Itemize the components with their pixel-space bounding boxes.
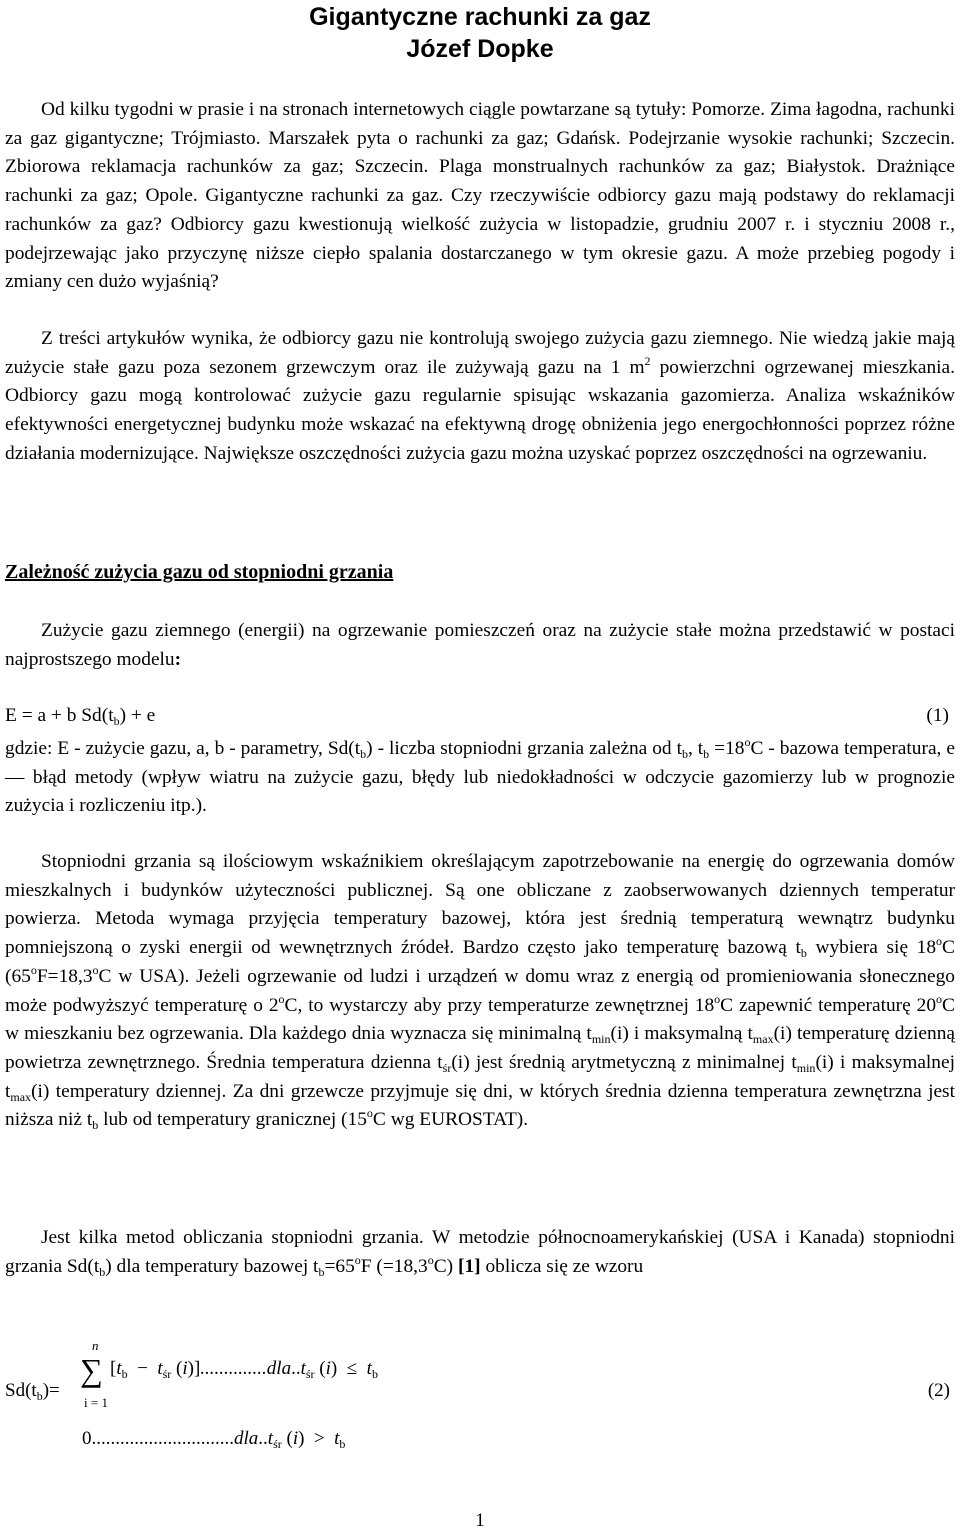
intro-paragraph: Od kilku tygodni w prasie i na stronach internetowych ciągle powtarzane są tytuły: Pomorze. Zima łagodna, rachunki za gaz gigantyczne; Trójmiasto. Marszałek pyta o rachunki za gaz; Gdańsk. Podejrzanie wysokie rachunki; Szczecin. Zbiorowa reklamacja rachunków za gaz; Szczecin. Plaga monstrualnych rachunków za gaz; Białystok. Drażniące rachunki za gaz; Opole. Gigantyczne rachunki za gaz. Czy rzeczywiście odbiorcy gazu mają podstawy do reklamacji rachunków za gaz? Odbiorcy gazu kwestionują wielkość zużycia w listopadzie, grudniu 2007 r. i styczniu 2008 r., podejrzewając jako przyczynę niższe ciepło spalania dostarczanego w tym okresie gazu. A może przebieg pogody i zmiany cen dużo wyjaśnią? <box>5 99 955 293</box>
sum-symbol: ∑ <box>80 1352 103 1388</box>
sum-upper-limit: n <box>92 1338 99 1353</box>
formula-2-case-2: $0..............................dla..t_{śr}$ $(i) > t_b$ <box>82 1428 346 1451</box>
formula-1-number: (1) <box>926 705 949 726</box>
document-title: Gigantyczne rachunki za gaz <box>309 3 651 31</box>
formula-2-lhs: $Sd(t_b)=$ <box>5 1380 60 1403</box>
degree-days-paragraph: Stopniodni grzania są ilościowym wskaźnikiem określającym zapotrzebowanie na energię do ogrzewania domów mieszkalnych i budynków użyteczności publicznej. Są one obliczane z zaobserwowanych dziennych temperatur powierza. Metoda wymaga przyjęcia temperatury bazowej, która jest średnią temperaturą wewnątrz budynku pomniejszoną o zyski energii od wewnętrznych źródeł. Bardzo często jako temperaturę bazową $t_b$ wybiera się 18$^o$C ($65^oF=18,3^oC$ w USA). Jeżeli ogrzewanie od ludzi i urządzeń w domu wraz z energią od promieniowania słonecznego może podwyższyć temperaturę o 2$^o$C, to wystarczy aby przy temperaturze zewnętrznej 18$^o$C zapewnić temperaturę 20$^o$C w mieszkaniu bez ogrzewania. Dla każdego dnia wyznacza się minimalną $t_{min}(i)$ i maksymalną $t_{max}(i)$ temperaturę dzienną powietrza zewnętrznego. Średnia temperatura dzienna $t_{śr}(i)$ jest średnią arytmetyczną z minimalnej $t_{min}(i)$ i maksymalnej $t_{max}(i)$ temperatury dziennej. Za dni grzewcze przyjmuje się dni, w których średnia dzienna temperatura zewnętrzna jest niższa niż $t_b$ lub od temperatury granicznej (15$^o$C wg EUROSTAT). <box>5 851 956 1133</box>
analysis-paragraph: Z treści artykułów wynika, że odbiorcy gazu nie kontrolują swojego zużycia gazu ziemnego. Nie wiedzą jakie mają zużycie stałe gazu poza sezonem grzewczym oraz ile zużywają gazu na 1 $m^2$ powierzchni ogrzewanej mieszkania. Odbiorcy gazu mogą kontrolować zużycie gazu regularnie spisując wskazania gazomierza. Analiza wskaźników efektywności energetycznej budynku może wskazać na efektywną drogę obniżenia jego energochłonności poprzez różne działania modernizujące. Największe oszczędności zużycia gazu można uzyskać poprzez oszczędności na ogrzewaniu. <box>5 328 956 464</box>
section-heading: Zależność zużycia gazu od stopniodni grzania <box>5 561 394 583</box>
model-paragraph: Zużycie gazu ziemnego (energii) na ogrzewanie pomieszczeń oraz na zużycie stałe można przedstawić w postaci najprostszego modelu: <box>5 620 955 670</box>
formula-2-number: (2) <box>927 1380 950 1401</box>
sum-lower-limit: i = 1 <box>84 1395 108 1410</box>
formula-1: E = a + b $Sd(t_b) + e$ (1) <box>5 705 949 728</box>
page-number: 1 <box>475 1510 485 1531</box>
formula-2-case-1: [$t_b - t_{śr}$ $(i)]..............dla..t_{śr}$ $(i) \le t_b$ <box>110 1358 378 1381</box>
formula-2 <box>0 1340 960 1490</box>
document-author: Józef Dopke <box>406 35 554 63</box>
definitions-paragraph: gdzie: E - zużycie gazu, a, b - parametry, $Sd(t_b)$ - liczba stopniodni grzania zależna od $t_b$, $t_b =18^oC$ - bazowa temperatura, e — błąd metody (wpływ wiatru na zużycie gazu, błędy lub niedokładności w odczycie gazomierzy lub w prognozie zużycia i rozliczeniu itp.). <box>5 735 955 817</box>
methods-paragraph: Jest kilka metod obliczania stopniodni grzania. W metodzie północnoamerykańskiej (USA i Kanada) stopniodni grzania $Sd(t_b)$ dla temperatury bazowej $t_b=65^oF$ $(=18,3^oC)$ [1] oblicza się ze wzoru <box>5 1227 955 1279</box>
